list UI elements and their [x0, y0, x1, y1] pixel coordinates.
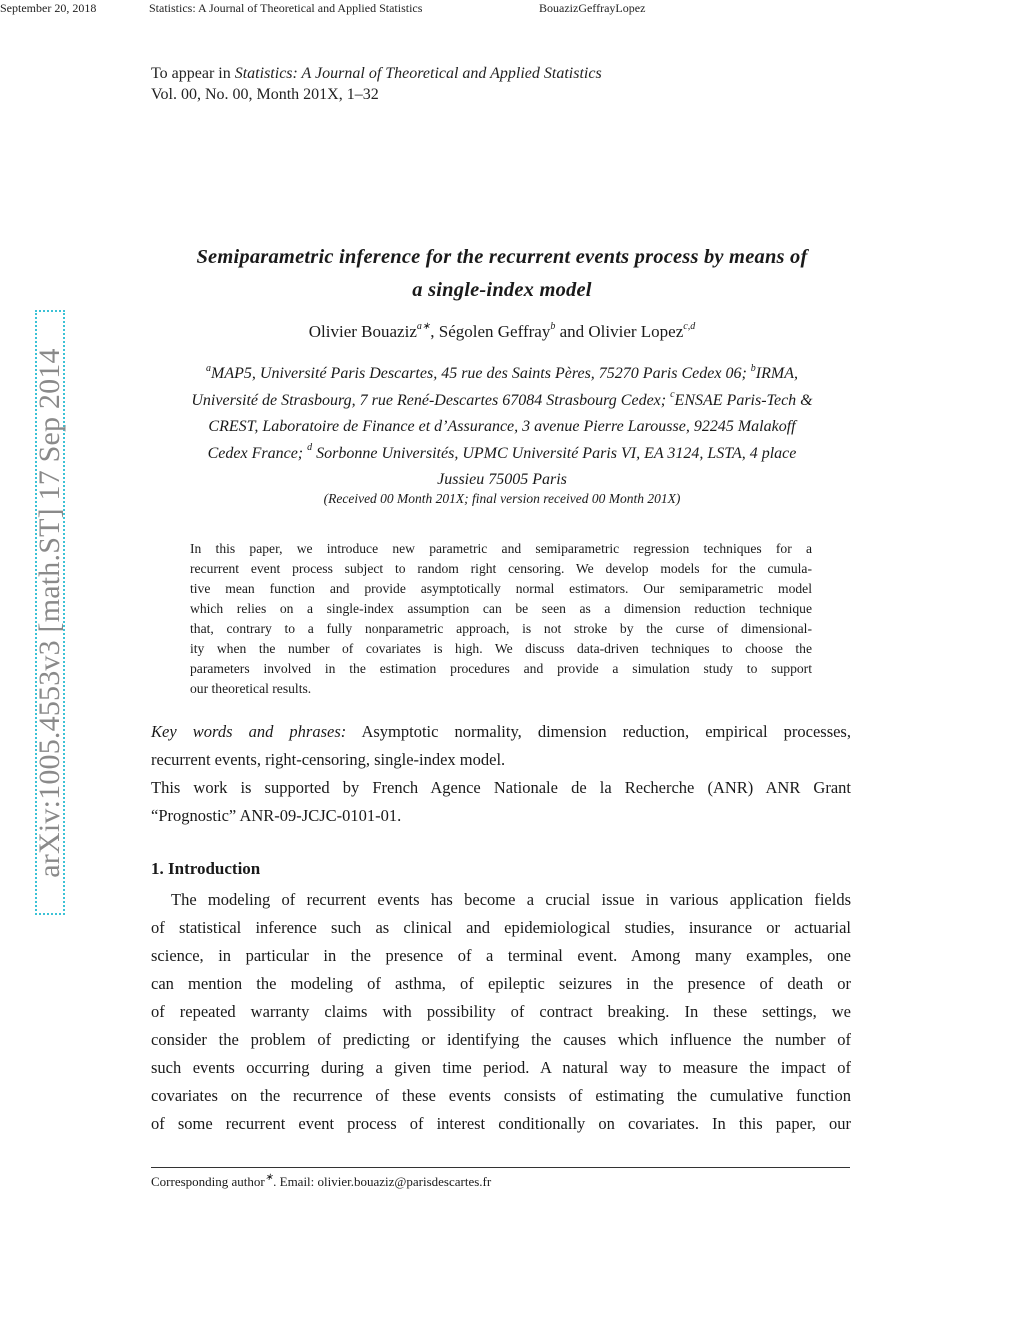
abstract-line: parameters involved in the estimation procedures and provide a simulation study to support	[190, 661, 812, 676]
title-line-2: a single-index model	[412, 279, 592, 301]
intro-line: of some recurrent event process of interest conditionally on covariates. In this paper, our	[151, 1114, 851, 1133]
keywords-label: Key words and phrases:	[151, 722, 347, 741]
intro-line: such events occurring during a given time period. A natural way to measure the impact of	[151, 1058, 851, 1077]
appear-notice	[151, 63, 602, 105]
affil-line-1	[150, 361, 854, 388]
keywords-line-1-text: Asymptotic normality, dimension reduction, empirical processes,	[346, 722, 851, 741]
funding-line: This work is supported by French Agence Nationale de la Recherche (ANR) ANR Grant	[151, 778, 851, 797]
appear-journal: Statistics: A Journal of Theoretical and Applied Statistics	[234, 65, 602, 82]
running-head-authors: BouazizGeffrayLopez	[539, 1, 646, 15]
keywords	[151, 718, 851, 774]
footnote-star: ∗	[264, 1171, 274, 1183]
affil-sup-d: d	[307, 442, 313, 454]
intro-line: science, in particular in the presence of a terminal event. Among many examples, one	[151, 946, 851, 965]
affiliations	[150, 361, 854, 494]
intro-line: can mention the modeling of asthma, of epileptic seizures in the presence of death or	[151, 974, 851, 993]
intro-line: of repeated warranty claims with possibility of contract breaking. In these settings, we	[151, 1002, 851, 1021]
abstract-line: recurrent event process subject to random right censoring. We develop models for the cumula-	[190, 561, 812, 576]
affil-sup-a: a	[206, 362, 212, 374]
author-1: Olivier Bouaziz	[308, 322, 417, 341]
arxiv-stamp[interactable]	[35, 310, 65, 915]
abstract-line: that, contrary to a fully nonparametric approach, is not stroke by the curse of dimensional-	[190, 621, 812, 636]
footnote-rule	[151, 1167, 850, 1168]
affil-text-1: MAP5, Université Paris Descartes, 45 rue des Saints Pères, 75270 Paris Cedex 06;	[211, 365, 751, 382]
appear-volume: Vol. 00, No. 00, Month 201X, 1–32	[151, 86, 379, 103]
appear-prefix: To appear in	[151, 65, 235, 82]
abstract	[190, 539, 812, 699]
arxiv-stamp-text[interactable]: arXiv:1005.4553v3 [math.ST] 17 Sep 2014	[33, 347, 66, 878]
funding-line: “Prognostic” ANR-09-JCJC-0101-01.	[151, 806, 402, 825]
footnote-email[interactable]: . Email: olivier.bouaziz@parisdescartes.fr	[273, 1174, 492, 1189]
affil-text-4: Cedex France;	[207, 444, 308, 462]
affil-sup-b: b	[750, 362, 756, 374]
author-list	[140, 322, 864, 342]
author-2: , Ségolen Geffray	[430, 322, 551, 341]
affil-line-2	[150, 388, 854, 415]
abstract-line: ity when the number of covariates is high. We discuss data-driven techniques to choose the	[190, 641, 812, 656]
author-2-sup: b	[550, 321, 556, 333]
affil-line-3: CREST, Laboratoire de Finance et d’Assurance, 3 avenue Pierre Larousse, 92245 Malakoff	[208, 418, 796, 435]
affil-line-5: Jussieu 75005 Paris	[437, 471, 567, 488]
affil-text-2: Université de Strasbourg, 7 rue René-Descartes 67084 Strasbourg Cedex;	[191, 391, 671, 409]
intro-line: The modeling of recurrent events has become a crucial issue in various application fields	[171, 890, 851, 909]
affil-sup-c: c	[670, 389, 675, 401]
section-heading: 1. Introduction	[151, 859, 261, 878]
abstract-line: which relies on a single-index assumption can be seen as a dimension reduction technique	[190, 601, 812, 616]
affil-text-4-end: Sorbonne Universités, UPMC Université Paris VI, EA 3124, LSTA, 4 place	[312, 444, 797, 462]
title-line-1: Semiparametric inference for the recurrent events process by means of	[196, 246, 808, 268]
author-3-sup: c,d	[683, 321, 696, 333]
received-dates: (Received 00 Month 201X; final version received 00 Month 201X)	[323, 491, 681, 506]
abstract-line: In this paper, we introduce new parametric and semiparametric regression techniques for a	[190, 541, 812, 556]
running-head-journal: Statistics: A Journal of Theoretical and Applied Statistics	[149, 1, 423, 15]
abstract-line: our theoretical results.	[190, 681, 312, 696]
footnote	[151, 1171, 492, 1190]
footnote-label: Corresponding author	[151, 1174, 265, 1189]
introduction-paragraph	[151, 886, 851, 1138]
keywords-line-1	[151, 718, 851, 746]
running-head-date: September 20, 2018	[0, 1, 97, 15]
intro-line: of statistical inference such as clinical and epidemiological studies, insurance or actuarial	[151, 918, 851, 937]
funding-note	[151, 774, 851, 830]
affil-text-1-end: IRMA,	[755, 365, 798, 382]
paper-title	[140, 241, 864, 307]
keywords-line-2: recurrent events, right-censoring, single-index model.	[151, 750, 506, 769]
author-1-sup: a∗	[416, 321, 431, 333]
intro-line: covariates on the recurrence of these events consists of estimating the cumulative function	[151, 1086, 851, 1105]
affil-text-2-end: ENSAE Paris-Tech &	[674, 391, 813, 409]
intro-line: consider the problem of predicting or identifying the causes which influence the number of	[151, 1030, 851, 1049]
author-3: and Olivier Lopez	[555, 322, 684, 341]
affil-line-4	[150, 441, 854, 468]
abstract-line: tive mean function and provide asymptotically normal estimators. Our semiparametric model	[190, 581, 812, 596]
